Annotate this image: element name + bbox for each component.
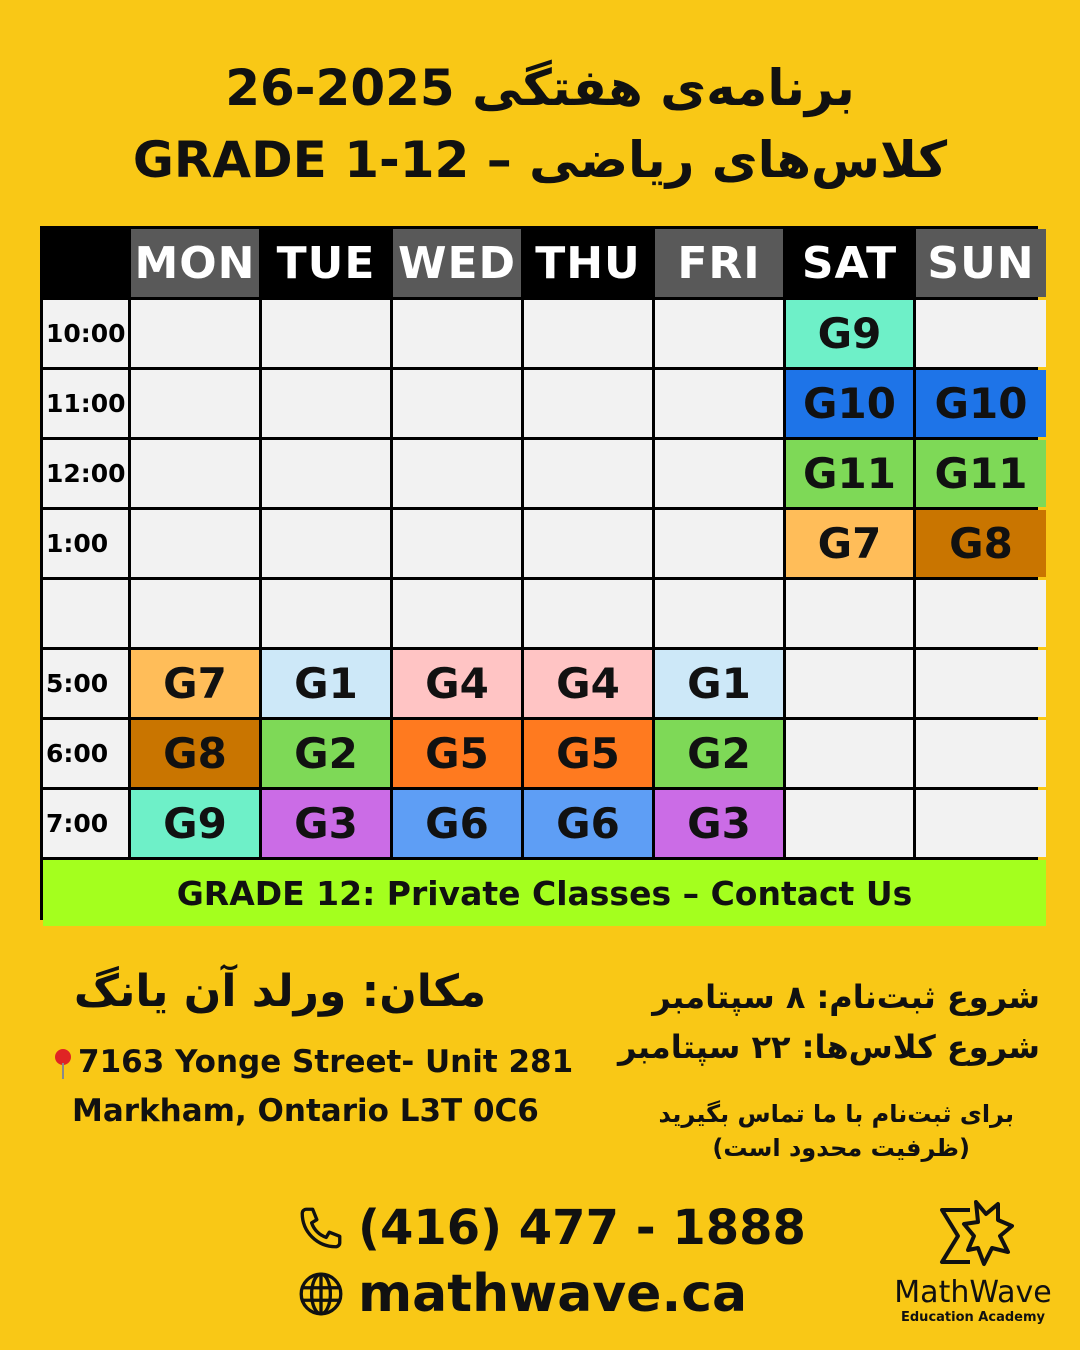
class-slot: G10 <box>786 370 913 437</box>
class-slot: G6 <box>393 790 521 857</box>
time-label <box>43 580 128 647</box>
empty-slot <box>655 370 783 437</box>
contact-note: برای ثبت‌نام با ما تماس بگیرید <box>658 1100 1014 1128</box>
empty-slot <box>524 370 652 437</box>
class-slot: G11 <box>786 440 913 507</box>
class-slot: G5 <box>524 720 652 787</box>
address-line-1-text: 7163 Yonge Street- Unit 281 <box>78 1044 574 1080</box>
class-slot: G7 <box>131 650 259 717</box>
logo-subtitle: Education Academy <box>901 1310 1045 1325</box>
empty-slot <box>262 440 390 507</box>
registration-start: شروع ثبت‌نام: ۸ سپتامبر <box>652 978 1040 1016</box>
class-slot: G4 <box>524 650 652 717</box>
class-slot: G2 <box>262 720 390 787</box>
empty-slot <box>393 370 521 437</box>
empty-slot <box>655 510 783 577</box>
day-header-thu: THU <box>524 229 652 297</box>
title-line-1: برنامه‌ی هفتگی 2025-26 <box>225 59 855 117</box>
empty-slot <box>916 720 1046 787</box>
empty-slot <box>916 300 1046 367</box>
empty-slot <box>524 510 652 577</box>
weekly-schedule-table <box>40 226 1038 920</box>
phone-number[interactable]: (416) 477 - 1888 <box>358 1200 806 1256</box>
time-label: 6:00 <box>43 720 128 787</box>
grade12-banner: GRADE 12: Private Classes – Contact Us <box>43 860 1046 926</box>
time-label: 1:00 <box>43 510 128 577</box>
day-header-tue: TUE <box>262 229 390 297</box>
class-slot: G3 <box>262 790 390 857</box>
empty-slot <box>786 580 913 647</box>
empty-slot <box>916 580 1046 647</box>
empty-slot <box>262 370 390 437</box>
globe-icon <box>296 1269 346 1319</box>
empty-slot <box>786 720 913 787</box>
empty-slot <box>393 580 521 647</box>
address-line-2: Markham, Ontario L3T 0C6 <box>72 1093 539 1129</box>
empty-slot <box>655 440 783 507</box>
sigma-star-logo-icon <box>928 1196 1018 1270</box>
empty-slot <box>655 300 783 367</box>
class-slot: G2 <box>655 720 783 787</box>
classes-start: شروع کلاس‌ها: ۲۲ سپتامبر <box>617 1028 1040 1066</box>
empty-slot <box>393 440 521 507</box>
empty-slot <box>262 510 390 577</box>
class-slot: G1 <box>262 650 390 717</box>
day-header-fri: FRI <box>655 229 783 297</box>
logo-name: MathWave <box>894 1275 1052 1310</box>
class-slot: G4 <box>393 650 521 717</box>
capacity-note: (ظرفیت محدود است) <box>712 1134 970 1162</box>
empty-slot <box>524 300 652 367</box>
time-label: 7:00 <box>43 790 128 857</box>
class-slot: G5 <box>393 720 521 787</box>
address-line-1 <box>52 1044 572 1081</box>
header-corner <box>43 229 128 297</box>
time-label: 10:00 <box>43 300 128 367</box>
empty-slot <box>262 300 390 367</box>
title-line-2: GRADE 1-12 – کلاس‌های ریاضی <box>132 131 948 189</box>
time-label: 5:00 <box>43 650 128 717</box>
empty-slot <box>655 580 783 647</box>
class-slot: G6 <box>524 790 652 857</box>
mathwave-logo <box>888 1196 1058 1336</box>
map-pin-icon <box>52 1047 74 1081</box>
empty-slot <box>786 790 913 857</box>
class-slot: G8 <box>131 720 259 787</box>
time-label: 12:00 <box>43 440 128 507</box>
time-label: 11:00 <box>43 370 128 437</box>
empty-slot <box>393 510 521 577</box>
empty-slot <box>393 300 521 367</box>
empty-slot <box>131 580 259 647</box>
class-slot: G9 <box>131 790 259 857</box>
empty-slot <box>131 440 259 507</box>
class-slot: G9 <box>786 300 913 367</box>
day-header-sat: SAT <box>786 229 913 297</box>
day-header-sun: SUN <box>916 229 1046 297</box>
class-slot: G3 <box>655 790 783 857</box>
day-header-wed: WED <box>393 229 521 297</box>
empty-slot <box>916 650 1046 717</box>
class-slot: G8 <box>916 510 1046 577</box>
empty-slot <box>916 790 1046 857</box>
website-contact[interactable] <box>296 1264 747 1324</box>
phone-icon <box>296 1203 346 1253</box>
empty-slot <box>131 510 259 577</box>
empty-slot <box>131 370 259 437</box>
class-slot: G11 <box>916 440 1046 507</box>
class-slot: G10 <box>916 370 1046 437</box>
empty-slot <box>786 650 913 717</box>
class-slot: G1 <box>655 650 783 717</box>
class-slot: G7 <box>786 510 913 577</box>
location-title: مکان: ورلد آن یانگ <box>73 966 487 1017</box>
day-header-mon: MON <box>131 229 259 297</box>
website-link[interactable]: mathwave.ca <box>358 1264 748 1324</box>
empty-slot <box>524 440 652 507</box>
empty-slot <box>262 580 390 647</box>
empty-slot <box>524 580 652 647</box>
empty-slot <box>131 300 259 367</box>
phone-contact[interactable] <box>296 1200 806 1256</box>
